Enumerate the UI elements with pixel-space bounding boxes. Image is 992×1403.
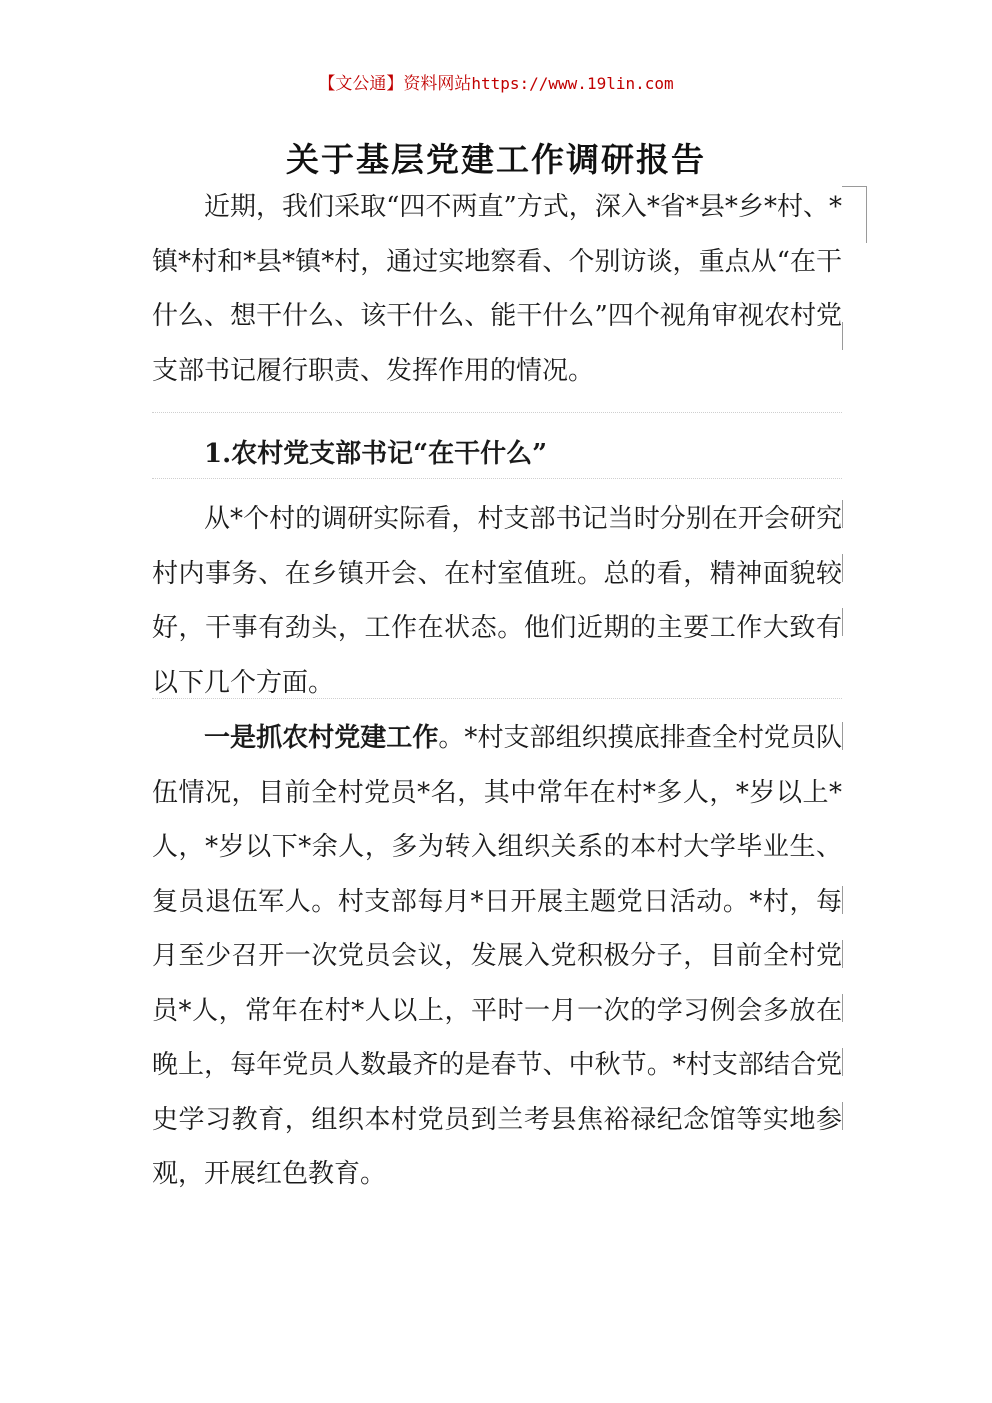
watermark-brand: 文公通 bbox=[335, 74, 387, 94]
watermark-bracket-close: 】 bbox=[386, 74, 404, 94]
margin-edge-mark bbox=[842, 994, 843, 1022]
margin-edge-mark bbox=[842, 608, 843, 636]
watermark-bracket-open: 【 bbox=[318, 74, 336, 94]
margin-corner-mark bbox=[842, 186, 867, 243]
margin-edge-mark bbox=[842, 554, 843, 582]
paragraph-body-text: 。*村支部组织摸底排查全村党员队伍情况，目前全村党员*名，其中常年在村*多人，*岁以上*人，*岁以下*余人，多为转入组织关系的本村大学毕业生、复员退伍军人。村支部每月*日开展主题党日活动。*村，每月至少召开一次党员会议，发展入党积极分子，目前全村党员*人，常年在村*人以上，平时一月一次的学习例会多放在晚上，每年党员人数最齐的是春节、中秋节。*村支部结合党史学习教育，组织本村党员到兰考县焦裕禄纪念馆等实地参观，开展红色教育。 bbox=[152, 723, 842, 1189]
margin-edge-mark bbox=[842, 322, 843, 350]
margin-edge-mark bbox=[842, 722, 843, 750]
margin-edge-mark bbox=[842, 1048, 843, 1076]
margin-edge-mark bbox=[842, 500, 843, 528]
paragraph-intro: 近期，我们采取“四不两直”方式，深入*省*县*乡*村、*镇*村和*县*镇*村，通过实地察看、个别访谈，重点从“在干什么、想干什么、该干什么、能干什么”四个视角审视农村党支部书记履行职责、发挥作用的情况。 bbox=[152, 192, 842, 386]
margin-edge-mark bbox=[842, 886, 843, 914]
site-watermark bbox=[0, 72, 992, 96]
margin-edge-mark bbox=[842, 940, 843, 968]
margin-edge-mark bbox=[842, 1102, 843, 1130]
paragraph-lead-phrase: 一是抓农村党建工作 bbox=[204, 723, 439, 753]
paragraph-section-intro: 从*个村的调研实际看，村支部书记当时分别在开会研究村内事务、在乡镇开会、在村室值班。总的看，精神面貌较好，干事有劲头，工作在状态。他们近期的主要工作大致有以下几个方面。 bbox=[152, 504, 842, 698]
paragraph-party-building bbox=[152, 711, 842, 1202]
watermark-url[interactable]: https://www.19lin.com bbox=[471, 74, 674, 93]
document-title: 关于基层党建工作调研报告 bbox=[286, 140, 706, 179]
section-heading: 1.农村党支部书记“在干什么” bbox=[204, 439, 548, 469]
paragraph-divider bbox=[152, 412, 842, 413]
watermark-label: 资料网站 bbox=[403, 74, 472, 94]
